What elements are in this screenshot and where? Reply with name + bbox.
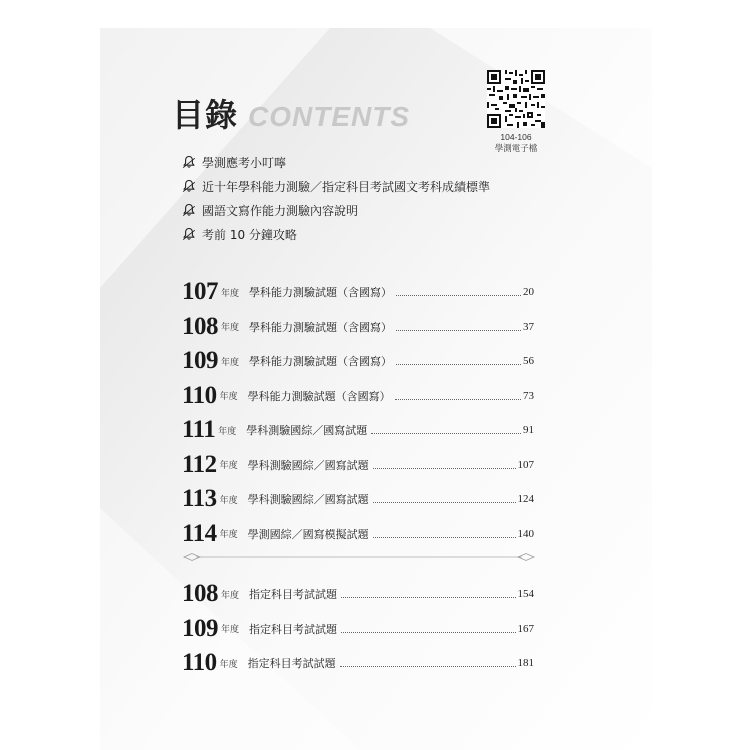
toc-title: 學科測驗國綜／國寫試題 [247, 458, 369, 472]
toc-year-unit: 年度 [219, 495, 238, 506]
toc-year: 108 [182, 580, 218, 608]
toc-year: 107 [182, 278, 218, 306]
toc-leader-dots [341, 631, 515, 633]
toc-page-number: 167 [517, 622, 534, 635]
toc-leader-dots [371, 432, 521, 434]
toc-entry[interactable] [182, 577, 534, 612]
intro-item-label: 考前 10 分鐘攻略 [202, 227, 297, 242]
qr-caption-range: 104-106 [500, 132, 532, 142]
toc-page-number: 124 [517, 493, 534, 506]
toc-leader-dots [396, 363, 521, 365]
intro-item[interactable] [182, 150, 490, 174]
toc-year-unit: 年度 [218, 426, 237, 437]
toc-page-number: 20 [523, 286, 534, 299]
bell-icon [182, 203, 196, 217]
toc-year: 108 [182, 312, 218, 340]
bell-icon [182, 227, 196, 241]
toc-page-number: 73 [523, 389, 534, 402]
toc-year-unit: 年度 [219, 392, 238, 403]
toc-entry[interactable] [182, 275, 534, 310]
toc-leader-dots [373, 501, 516, 503]
toc-entry[interactable] [182, 612, 534, 647]
toc-leader-dots [373, 467, 516, 469]
toc-title: 指定科目考試試題 [249, 622, 338, 636]
toc-page-number: 56 [523, 355, 534, 368]
toc-year-unit: 年度 [219, 530, 238, 541]
page-heading [172, 90, 410, 136]
intro-item[interactable] [182, 222, 490, 246]
toc-year-unit: 年度 [219, 659, 238, 670]
toc-leader-dots [395, 398, 521, 400]
toc-title: 學科能力測驗試題（含國寫） [249, 286, 393, 300]
toc-entry[interactable] [182, 379, 534, 414]
intro-list [182, 150, 490, 246]
toc-title: 學測國綜／國寫模擬試題 [247, 527, 369, 541]
toc-page-number: 140 [517, 527, 534, 540]
toc-title: 學科能力測驗試題（含國寫） [249, 355, 393, 369]
toc-leader-dots [373, 536, 516, 538]
toc-leader-dots [396, 294, 521, 296]
toc-entry[interactable] [182, 448, 534, 483]
book-page [100, 28, 652, 750]
toc-leader-dots [396, 329, 521, 331]
toc-year-unit: 年度 [221, 288, 240, 299]
toc-year: 114 [182, 519, 217, 547]
intro-item-label: 學測應考小叮嚀 [202, 155, 287, 170]
toc-year-unit: 年度 [221, 590, 240, 601]
toc-year: 110 [182, 381, 217, 409]
toc-gsat-section [182, 275, 534, 551]
toc-year: 109 [182, 347, 218, 375]
toc-page-number: 91 [523, 424, 534, 437]
toc-entry[interactable] [182, 482, 534, 517]
toc-entry[interactable] [182, 413, 534, 448]
bell-icon [182, 155, 196, 169]
toc-year: 109 [182, 614, 218, 642]
toc-title: 學科能力測驗試題（含國寫） [247, 389, 391, 403]
toc-page-number: 181 [517, 657, 534, 670]
toc-year-unit: 年度 [219, 461, 238, 472]
toc-entry[interactable] [182, 646, 534, 681]
toc-leader-dots [341, 596, 515, 598]
bell-icon [182, 179, 196, 193]
toc-title: 學科能力測驗試題（含國寫） [249, 320, 393, 334]
toc-leader-dots [340, 665, 516, 667]
toc-title: 學科測驗國綜／國寫試題 [247, 493, 369, 507]
toc-page-number: 154 [517, 588, 534, 601]
qr-caption-label: 學測電子檔 [494, 143, 538, 153]
intro-item[interactable] [182, 174, 490, 198]
intro-item-label: 國語文寫作能力測驗內容說明 [202, 203, 359, 218]
toc-year: 112 [182, 450, 217, 478]
toc-year: 111 [182, 416, 216, 444]
toc-page-number: 37 [523, 320, 534, 333]
toc-title: 指定科目考試試題 [249, 588, 338, 602]
toc-title: 學科測驗國綜／國寫試題 [246, 424, 368, 438]
toc-year-unit: 年度 [221, 357, 240, 368]
ornamental-divider [182, 551, 536, 563]
qr-code-icon[interactable] [487, 70, 545, 128]
intro-item-label: 近十年學科能力測驗／指定科目考試國文考科成績標準 [202, 179, 491, 194]
toc-ast-section [182, 577, 534, 681]
toc-year-unit: 年度 [221, 625, 240, 636]
heading-chinese: 目錄 [172, 96, 239, 134]
intro-item[interactable] [182, 198, 490, 222]
toc-year-unit: 年度 [221, 323, 240, 334]
toc-entry[interactable] [182, 344, 534, 379]
toc-year: 110 [182, 649, 217, 677]
toc-entry[interactable] [182, 310, 534, 345]
toc-page-number: 107 [517, 458, 534, 471]
heading-english: CONTENTS [248, 101, 411, 132]
toc-entry[interactable] [182, 517, 534, 552]
toc-title: 指定科目考試試題 [247, 657, 336, 671]
toc-year: 113 [182, 485, 217, 513]
